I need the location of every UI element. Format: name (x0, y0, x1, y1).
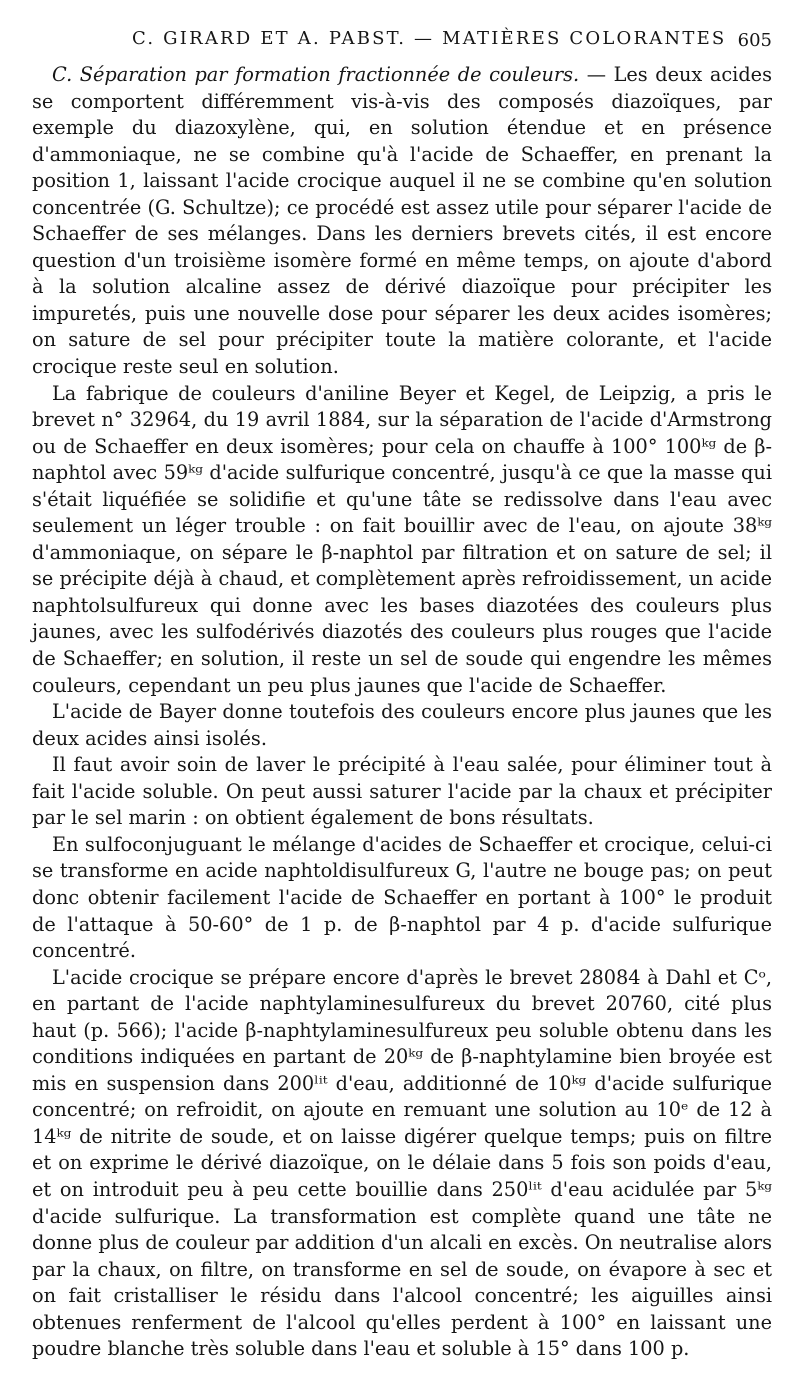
section-title: C. Séparation par formation fractionnée de couleurs. (52, 63, 580, 86)
paragraph-crocic-acid: L'acide crocique se prépare encore d'après le brevet 28084 à Dahl et Cᵒ, en partant de l'acide naphtylaminesulfureux du brevet 20760, cité plus haut (p. 566); l'acide β-naphtylaminesulfureux peu soluble obtenu dans les conditions indiquées en partant de 20ᵏᵍ de β-naphtylamine bien broyée est mis en suspension dans 200ˡⁱᵗ d'eau, additionné de 10ᵏᵍ d'acide sulfurique concentré; on refroidit, on ajoute en remuant une solution au 10ᵉ de 12 à 14ᵏᵍ de nitrite de soude, et on laisse digérer quelque temps; puis on filtre et on exprime le dérivé diazoïque, on le délaie dans 5 fois son poids d'eau, et on introduit peu à peu cette bouillie dans 250ˡⁱᵗ d'eau acidulée par 5ᵏᵍ d'acide sulfurique. La transformation est complète quand une tâte ne donne plus de couleur par addition d'un alcali en excès. On neutralise alors par la chaux, on filtre, on transforme en sel de soude, on évapore à sec et on fait cristalliser le résidu dans l'alcool concentré; les aiguilles ainsi obtenues renferment de l'alcool qu'elles perdent à 100° en laissant une poudre blanche très soluble dans l'eau et soluble à 15° dans 100 p. (32, 965, 772, 1361)
running-title: C. GIRARD ET A. PABST. — MATIÈRES COLORANTES (132, 28, 727, 49)
body-text (32, 62, 772, 1363)
paragraph-beyer-kegel: La fabrique de couleurs d'aniline Beyer et Kegel, de Leipzig, a pris le brevet n° 32964, du 19 avril 1884, sur la séparation de l'acide d'Armstrong ou de Schaeffer en deux isomères; pour cela on chauffe à 100° 100ᵏᵍ de β-naphtol avec 59ᵏᵍ d'acide sulfurique concentré, jusqu'à ce que la masse qui s'était liquéfiée se solidifie et qu'une tâte se redissolve dans l'eau avec seulement un léger trouble : on fait bouillir avec de l'eau, on ajoute 38ᵏᵍ d'ammoniaque, on sépare le β-naphtol par filtration et on sature de sel; il se précipite déjà à chaud, et complètement après refroidissement, un acide naphtolsulfureux qui donne avec les bases diazotées des couleurs plus jaunes, avec les sulfodérivés diazotés des couleurs plus rouges que l'acide de Schaeffer; en solution, il reste un sel de soude qui engendre les mêmes couleurs, cependant un peu plus jaunes que l'acide de Schaeffer. (32, 381, 772, 697)
running-head (32, 22, 772, 56)
paragraph-sulfoconjugation: En sulfoconjuguant le mélange d'acides de Schaeffer et crocique, celui-ci se transforme en acide naphtoldisulfureux G, l'autre ne bouge pas; on peut donc obtenir facilement l'acide de Schaeffer en portant à 100° le produit de l'attaque à 50-60° de 1 p. de β-naphtol par 4 p. d'acide sulfurique concentré. (32, 832, 772, 963)
section-paragraph (32, 62, 772, 381)
page-number: 605 (737, 30, 772, 51)
paragraph-washing: Il faut avoir soin de laver le précipité à l'eau salée, pour éliminer tout à fait l'acide soluble. On peut aussi saturer l'acide par la chaux et précipiter par le sel marin : on obtient également de bons résultats. (32, 753, 772, 830)
book-page (32, 22, 772, 1367)
section-lead-text: — Les deux acides se comportent différemment vis-à-vis des composés diazoïques, par exemple du diazoxylène, qui, en solution étendue et en présence d'ammoniaque, ne se combine qu'à l'acide de Schaeffer, en prenant la position 1, laissant l'acide crocique auquel il ne se combine qu'en solution concentrée (G. Schultze); ce procédé est assez utile pour séparer l'acide de Schaeffer de ses mélanges. Dans les derniers brevets cités, il est encore question d'un troisième isomère formé en même temps, on ajoute d'abord à la solution alcaline assez de dérivé diazoïque pour précipiter les impuretés, puis une nouvelle dose pour séparer les deux acides isomères; on sature de sel pour précipiter toute la matière colorante, et l'acide crocique reste seul en solution. (32, 63, 772, 379)
paragraph-bayer-acid: L'acide de Bayer donne toutefois des couleurs encore plus jaunes que les deux acides ainsi isolés. (32, 700, 772, 750)
